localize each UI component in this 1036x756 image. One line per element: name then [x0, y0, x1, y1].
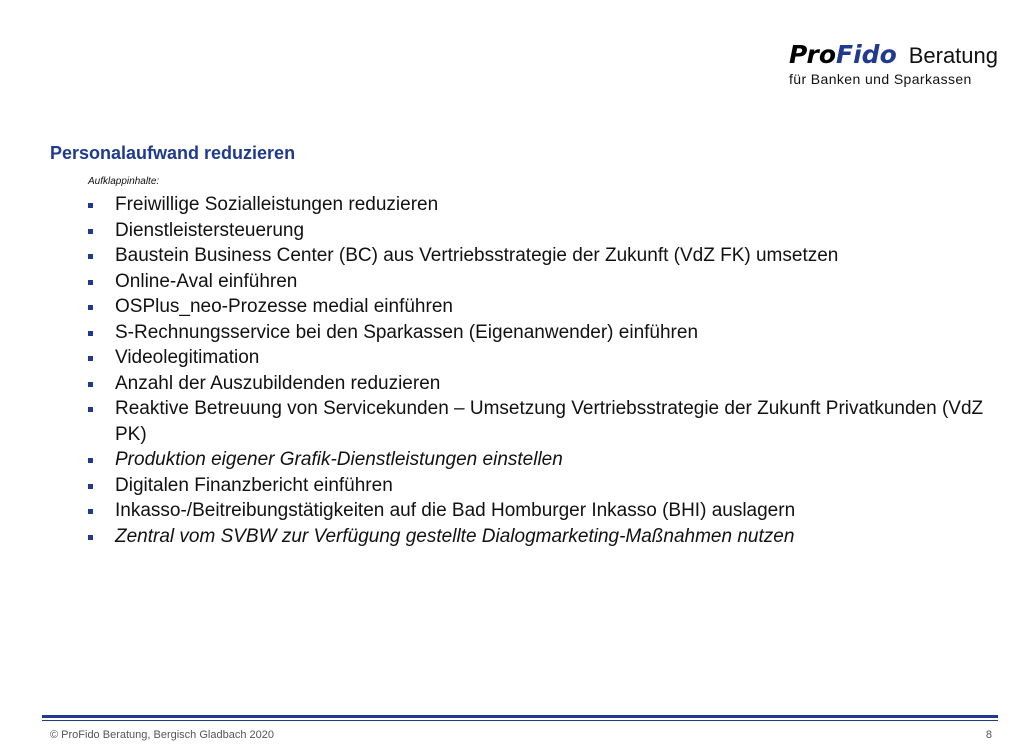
list-item: Dienstleistersteuerung — [88, 218, 988, 244]
list-item: Videolegitimation — [88, 345, 988, 371]
logo-pro: Pro — [788, 40, 837, 69]
logo-beratung: Beratung — [908, 43, 998, 68]
list-item: Digitalen Finanzbericht einführen — [88, 473, 988, 499]
logo-tagline: für Banken und Sparkassen — [788, 71, 972, 87]
footer-divider-thin — [42, 720, 998, 721]
slide-title: Personalaufwand reduzieren — [50, 143, 296, 163]
footer-copyright: © ProFido Beratung, Bergisch Gladbach 2020 — [50, 729, 274, 741]
list-item: Baustein Business Center (BC) aus Vertriebsstrategie der Zukunft (VdZ FK) umsetzen — [88, 243, 988, 269]
list-item: S-Rechnungsservice bei den Sparkassen (Eigenanwender) einführen — [88, 320, 988, 346]
bullet-list — [88, 192, 988, 549]
list-item: Online-Aval einführen — [88, 269, 988, 295]
logo-wordmark — [789, 40, 998, 71]
footer-divider-thick — [42, 715, 998, 718]
list-item: Zentral vom SVBW zur Verfügung gestellte Dialogmarketing-Maßnahmen nutzen — [88, 524, 988, 550]
page-number: 8 — [985, 729, 992, 741]
list-item: Freiwillige Sozialleistungen reduzieren — [88, 192, 988, 218]
company-logo — [789, 40, 998, 87]
list-item: Reaktive Betreuung von Servicekunden – Umsetzung Vertriebsstrategie der Zukunft Privatkunden (VdZ PK) — [88, 396, 988, 447]
list-item: Anzahl der Auszubildenden reduzieren — [88, 371, 988, 397]
list-item: OSPlus_neo-Prozesse medial einführen — [88, 294, 988, 320]
list-item: Produktion eigener Grafik-Dienstleistungen einstellen — [88, 447, 988, 473]
list-item: Inkasso-/Beitreibungstätigkeiten auf die Bad Homburger Inkasso (BHI) auslagern — [88, 498, 988, 524]
subheading: Aufklappinhalte: — [88, 176, 160, 187]
logo-fido: Fido — [836, 40, 897, 69]
